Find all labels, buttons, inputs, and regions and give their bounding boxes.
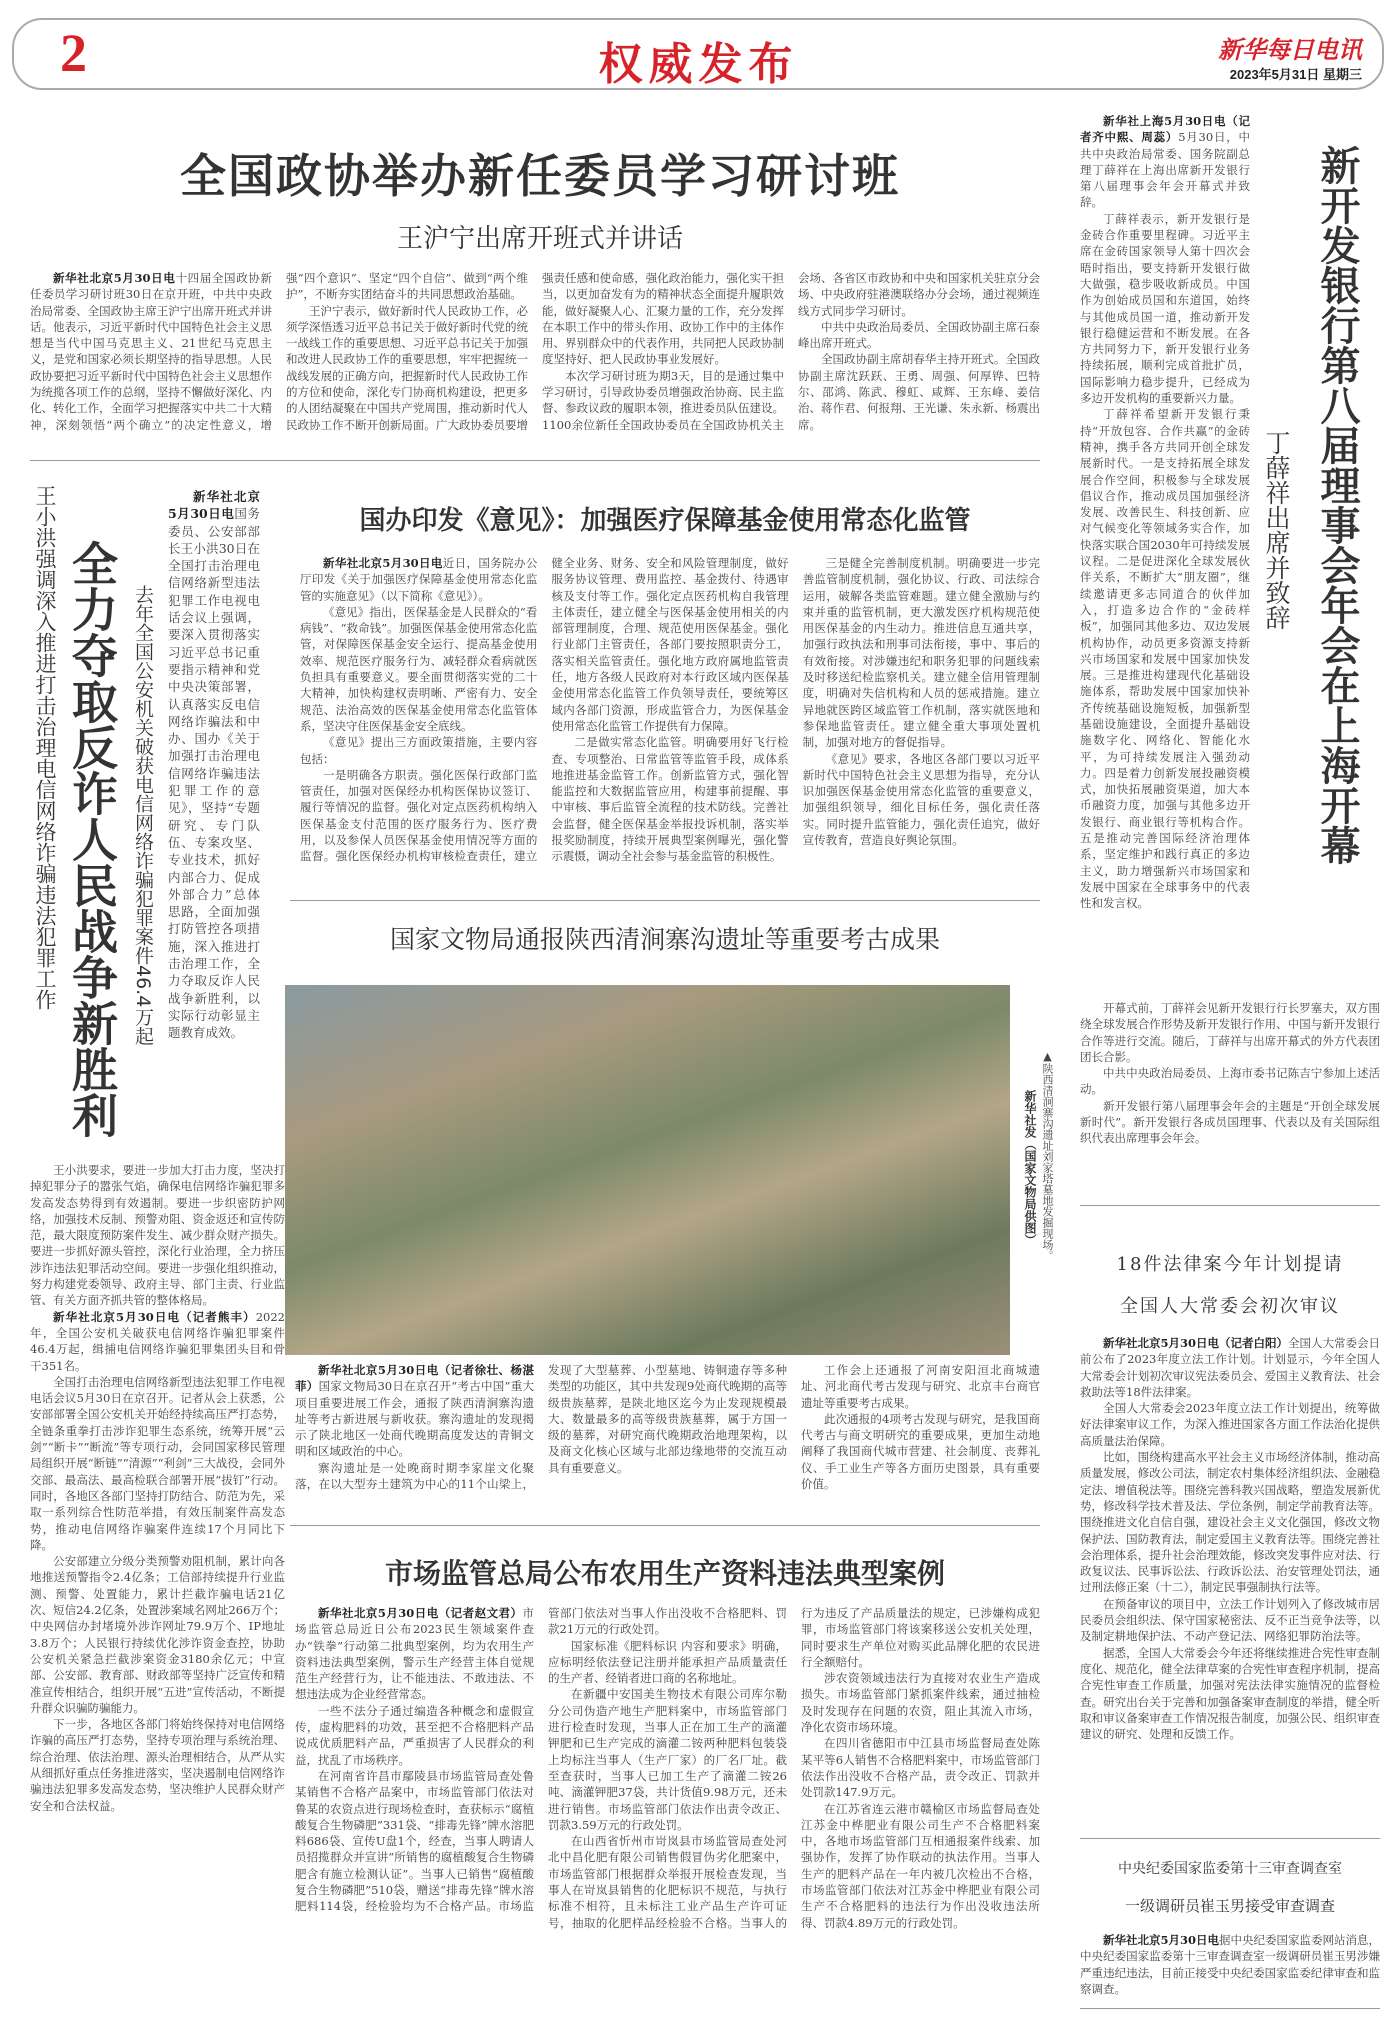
headline-archaeology: 国家文物局通报陕西清涧寨沟遗址等重要考古成果 [389, 925, 940, 954]
paragraph: 在四川省德阳市中江县市场监督局查处陈某平等6人销售不合格肥料案中，市场监管部门依法作出没收不合格产品，责令改正、罚款并处罚款147.9万元。 [801, 1736, 1040, 1800]
paragraph: 在河南省许昌市鄢陵县市场监管局查处鲁某销售不合格产品案中，市场监管部门依法对鲁某的农资点进行现场检查时，查获标示“腐植酸复合生物磷肥”331袋、“排毒先锋”牌水溶肥料686袋、宣传U盘1个，经查，当事人聘请人员招揽群众并宣讲“所销售的腐植酸复合生物磷肥含有施立检测认证”。当事人已销售“腐植酸复合生物磷肥”510袋，赠送“排毒先锋”牌水溶肥料114袋，经检验均为不合格产品。市场监管部门依法对当事人作出没收不合格肥料、罚款21万元的行政处罚。 [295, 1606, 787, 1914]
divider [1080, 1838, 1380, 1839]
paragraph: 中共中央政治局委员、全国政协副主席石泰峰出席开班式。 [798, 319, 1040, 351]
dateline: 新华社北京5月30日电（记者白阳） [1103, 1336, 1289, 1350]
article-antifraud-part2 [30, 1162, 285, 1992]
paragraph: 全国人大常委会2023年度立法工作计划提出，统筹做好法律案审议工作，为深入推进国家各方面工作法治化提供高质量法治保障。 [1080, 1401, 1380, 1448]
paragraph: 工作会上还通报了河南安阳洹北商城遗址、河北商代考古发现与研究、北京丰台商官遗址等重要考古成果。 [801, 1363, 1040, 1410]
headline-ndb: 新开发银行第八届理事会年会在上海开幕 [1314, 145, 1361, 865]
dateline: 新华社北京5月30日电（记者徐壮、杨湛菲） [295, 1363, 534, 1394]
paragraph: 十四届全国政协新任委员学习研讨班30日在京开班，中共中央政治局常委、全国政协主席王沪宁出席开班式并讲话。他表示，习近平新时代中国特色社会主义思想是当代中国马克思主义、21世纪马克思主义，是党和国家必须长期坚持的指导思想。人民政协要把习近平新时代中国特色社会主义思想作为统揽各项工作的总纲，坚持不懈做好深化、内化、转化工作，全面学习把握落实中共二十大精神，深刻领悟“两个确立”的决定性意义，增强“四个意识”、坚定“四个自信”、做到“两个维护”，不断夯实团结奋斗的共同思想政治基础。 [30, 271, 528, 432]
paragraph: 二是做实常态化监管。明确要用好飞行检查、专项整治、日常监管等监管手段，成体系地推进基金监管工作。创新监管方式，强化智能监控和大数据监管应用，构建事前提醒、事中审核、事后监管全流程的技术防线。完善社会监督，健全医保基金举报投诉机制，落实举报奖励制度，持续开展典型案例曝光，强化警示震慑，调动全社会参与基金监管的积极性。 [551, 735, 789, 864]
dateline: 新华社上海5月30日电（记者齐中熙、周蕊） [1080, 114, 1250, 145]
paragraph: 涉农资领域违法行为直接对农业生产造成损失。市场监管部门紧抓案件线索，通过抽检及时发现存在问题的农资，阻止其流入市场，净化农资市场环境。 [801, 1671, 1040, 1735]
divider [30, 460, 1040, 461]
paragraph: 下一步，各地区各部门将始终保持对电信网络诈骗的高压严打态势，坚持专项治理与系统治理、综合治理、依法治理、源头治理相结合，从严从实从细抓好重点任务推进落实，坚决遏制电信网络诈骗违法犯罪多发高发态势，坚决维护人民群众财产安全和合法权益。 [30, 1717, 285, 1813]
divider [290, 1525, 1040, 1526]
photo-credit: 新华社发（国家文物局供图） [1023, 1090, 1037, 1246]
headline-antifraud: 全力夺取反诈人民战争新胜利 [65, 540, 119, 1138]
article-cppcc [30, 270, 1040, 450]
paragraph: 本次学习研讨班为期3天，目的是通过集中学习研讨，引导政协委员增强政治协商、民主监督、参政议政的履职本领，推进委员队伍建设。1100余位新任全国政协委员在全国政协机关主会场、各省区市政协和中央和国家机关驻京分会场、中央政府驻港澳联络办分会场，通过视频连线方式同步学习研讨。 [542, 271, 1040, 432]
paragraph: 据中央纪委国家监委网站消息，中央纪委国家监委第十三审查调查室一级调研员崔玉男涉嫌严重违纪违法，目前正接受中央纪委国家监委纪律审查和监察调查。 [1080, 1933, 1380, 1996]
paragraph: 一是明确各方职责。强化医保行政部门监管责任，加强对医保经办机构医保协议签订、履行等情况的监督。强化对定点医药机构纳入医保基金支付范围的医疗服务行为、医疗费用，以及参保人员医保基金使用情况等方面的监督。强化医保经办机构审核检查责任，建立健全业务、财务、安全和风险管理制度，做好服务协议管理、费用监控、基金拨付、待遇审核及支付等工作。强化定点医药机构自我管理主体责任，建立健全与医保基金使用相关的内部管理制度，合理、规范使用医保基金。强化行业部门主管责任，各部门要按照职责分工，落实相关监管责任。强化地方政府属地监管责任，地方各级人民政府对本行政区域内医保基金使用常态化监管工作负领导责任，要统筹区域内各部门资源，形成监管合力，为医保基金使用常态化监管工作提供有力保障。 [300, 556, 789, 864]
headline-discipline-line1: 中央纪委国家监委第十三审查调查室 [1118, 1861, 1342, 1877]
headline-legislation-line2: 全国人大常委会初次审议 [1120, 1296, 1340, 1317]
paragraph: 寨沟遗址是一处晚商时期李家崖文化聚落，在以大型夯土建筑为中心的11个山梁上，发现了大型墓葬、小型墓地、铸铜遗存等多种类型的功能区，其中共发现9处商代晚期的高等级贵族墓葬，是陕北地区迄今为止发现规模最大、数量最多的高等级贵族墓葬，属于方国一级的墓葬，对研究商代晚期政治地理架构，以及商文化核心区域与北部边缘地带的交流互动具有重要意义。 [295, 1363, 787, 1492]
headline-market-regulation: 市场监管总局公布农用生产资料违法典型案例 [384, 1557, 945, 1590]
subheadline-cppcc: 王沪宁出席开班式并讲话 [396, 224, 683, 254]
article-medical-insurance [300, 555, 1040, 885]
dateline: 新华社北京5月30日电（记者赵文君） [318, 1606, 523, 1620]
headline-legislation-line1: 18件法律案今年计划提请 [1116, 1254, 1344, 1275]
section-title: 权威发布 [598, 39, 799, 90]
kicker-antifraud: 王小洪强调深入推进打击治理电信网络诈骗违法犯罪工作 [33, 485, 57, 1010]
dateline: 新华社北京5月30日电 [168, 489, 260, 522]
paragraph: 三是健全完善制度机制。明确要进一步完善监管制度机制，强化协议、行政、司法综合运用，破解各类监管难题。建立健全激励与约束并重的监管机制，更大激发医疗机构规范使用医保基金的内生动力。推进信息互通共享，加强行政执法和刑事司法衔接，事中、事后的有效衔接。对涉嫌违纪和职务犯罪的问题线索及时移送纪检监察机关。建立健全信用管理制度，明确对失信机构和人员的惩戒措施。建立异地就医跨区域监管工作机制，落实就医地和参保地监管责任。建立健全重大事项处置机制，加强对地方的督促指导。 [802, 556, 1040, 750]
paragraph: 一些不法分子通过编造各种概念和虚假宣传，虚构肥料的功效，甚至把不合格肥料产品说成优质肥料产品，严重损害了人民群众的利益，扰乱了市场秩序。 [295, 1703, 534, 1767]
article-market-regulation [295, 1605, 1040, 1995]
paragraph: 全国政协副主席胡春华主持开班式。全国政协副主席沈跃跃、王勇、周强、何厚铧、巴特尔、邵鸿、陈武、穆虹、咸辉、王东峰、姜信治、蒋作君、何报翔、王光谦、朱永新、杨震出席。 [798, 352, 1040, 432]
paragraph: 开幕式前，丁薛祥会见新开发银行行长罗塞夫，双方围绕全球发展合作形势及新开发银行作用、中国与新开发银行合作等进行交流。随后，丁薛祥与出席开幕式的外方代表团团长合影。 [1080, 1001, 1380, 1064]
article-antifraud-part1 [168, 488, 260, 1160]
divider [1080, 2008, 1380, 2009]
paragraph: 据悉，全国人大常委会今年还将继续推进合宪性审查制度化、规范化，健全法律草案的合宪性审查程序机制，提高合宪性审查工作质量，加强对宪法法律实施情况的监督检查。研究出台关于完善和加强备案审查制度的举措，健全听取和审议备案审查工作情况报告制度，加强公民、组织审查建议的研究、处理和反馈工作。 [1080, 1645, 1380, 1742]
dateline: 新华社北京5月30日电 [53, 271, 176, 285]
paragraph: 全国人大常委会日前公布了2023年度立法工作计划。计划显示，今年全国人大常委会计划初次审议宪法委员会、爱国主义教育法、社会救助法等18件法律案。 [1080, 1336, 1380, 1399]
paragraph: 《意见》提出三方面政策措施，主要内容包括： [300, 735, 538, 766]
article-legislation [1080, 1335, 1380, 1825]
paragraph: 全国打击治理电信网络新型违法犯罪工作电视电话会议5月30日在京召开。记者从会上获悉，公安部部署全国公安机关开始经持续高压严打态势，全链条重拳打击涉诈犯罪生态系统，统筹开展“云剑”“断卡”“断流”等专项行动，会同国家移民管理局组织开展“断链”“清源”“利剑”三大战役，会同外交部、最高法、最高检联合部署开展“拔钉”行动。同时，各地区各部门坚持打防结合、防范为先，采取一系列综合性防范举措，有效压制案件高发态势，推动电信网络诈骗案件连续17个月同比下降。 [30, 1374, 285, 1552]
article-ndb-part1 [1080, 113, 1250, 993]
paragraph: 国家标准《肥料标识 内容和要求》明确，应标明经依法登记注册并能承担产品质量责任的生产者、经销者进口商的名称地址。 [548, 1638, 787, 1686]
paragraph: 《意见》指出，医保基金是人民群众的“看病钱”、“救命钱”。加强医保基金使用常态化监管，对保障医保基金安全运行、提高基金使用效率、规范医疗服务行为、减轻群众看病就医负担具有重要意义。要全面贯彻落实党的二十大精神，加快构建权责明晰、严密有力、安全规范、法治高效的医保基金使用常态化监管体系，坚决守住医保基金安全底线。 [300, 604, 538, 733]
page-number: 2 [60, 23, 87, 83]
paragraph: 《意见》要求，各地区各部门要以习近平新时代中国特色社会主义思想为指导，充分认识加强医保基金使用常态化监管的重要意义，加强组织领导，细化目标任务，强化责任落实。同时提升监管能力，强化责任追究，做好宣传教育，营造良好舆论氛围。 [802, 751, 1040, 848]
paragraph: 2022年，全国公安机关破获电信网络诈骗犯罪案件46.4万起，缉捕电信网络诈骗犯罪集团头目和骨干351名。 [30, 1309, 285, 1373]
paragraph: 在新疆中安国美生物技术有限公司库尔勒分公司伪造产地生产肥料案中，市场监管部门进行检查时发现，当事人正在加工生产的滴灌钾肥和已生产完成的滴灌二铵两种肥料包装袋上均标注当事人（生产厂家）的厂名厂址。截至查获时，当事人已加工生产了滴灌二铵26吨、滴灌钾肥37袋，共计货值9.98万元，还未进行销售。市场监管部门依法作出责令改正、罚款3.59万元的行政处罚。 [548, 1687, 787, 1832]
archaeology-site-photo [285, 985, 1010, 1355]
paragraph: 国家文物局30日在京召开“考古中国”重大项目重要进展工作会，通报了陕西清涧寨沟遗址等考古新进展与新收获。寨沟遗址的发现揭示了陕北地区一处商代晚期高度发达的青铜文明和区域政治的中心。 [295, 1379, 535, 1459]
paragraph: 丁薛祥表示，新开发银行是金砖合作重要里程碑。习近平主席在金砖国家领导人第十四次会晤时指出，要支持新开发银行做大做强，稳步吸收新成员。中国作为创始成员国和东道国，始终与其他成员国一道，推动新开发银行稳健运营和不断发展。在各方共同努力下，新开发银行业务持续拓展，顺利完成首批扩员，国际影响力稳步提升，已经成为多边开发机构的重要新兴力量。 [1080, 211, 1250, 406]
paragraph: 此次通报的4项考古发现与研究，是我国商代考古与商文明研究的重要成果，更加生动地阐释了我国商代城市营建、社会制度、丧葬礼仪、手工业生产等各方面历史图景，具有重要价值。 [801, 1411, 1040, 1492]
paragraph: 王小洪要求，要进一步加大打击力度，坚决打掉犯罪分子的嚣张气焰，确保电信网络诈骗犯罪多发高发态势得到有效遏制。要进一步织密防护网络，加强技术反制、预警劝阻、资金返还和宣传防范，最大限度预防案件发生、减少群众财产损失。要进一步抓好源头管控，深化行业治理，全力挤压涉诈违法犯罪活动空间。要进一步强化组织推动，努力构建党委领导、政府主导、部门主责、行业监管、有关方面齐抓共管的整体格局。 [30, 1163, 285, 1308]
paragraph: 公安部建立分级分类预警劝阻机制，累计向各地推送预警指令2.4亿条；工信部持续提升行业监测、预警、处置能力，累计拦截诈骗电话21亿次、短信24.2亿条，处置涉案域名网址266万个；中央网信办封堵境外涉诈网址79.9万个、IP地址3.8万个；人民银行持续优化涉诈资金查控，协助公安机关紧急拦截涉案资金3180余亿元；中宣部、公安部、教育部、财政部等坚持广泛宣传和精准宣传相结合，组织开展“五进”宣传活动，不断提升群众识骗防骗能力。 [30, 1554, 285, 1715]
dateline: 新华社北京5月30日电（记者熊丰） [53, 1309, 256, 1324]
paragraph: 王沪宁表示，做好新时代人民政协工作，必须学深悟透习近平总书记关于做好新时代党的统一战线工作的重要思想、习近平总书记关于加强和改进人民政协工作的重要思想，牢牢把握统一战线发展的正确方向，把握新时代人民政协工作的方位和使命，深化专门协商机构建设，把更多的人团结凝聚在中国共产党周围，推动新时代人民政协工作不断开创新局面。广大政协委员要增强责任感和使命感，强化政治能力，强化实干担当，以更加奋发有为的精神状态全面提升履职效能，做好凝聚人心、汇聚力量的工作，充分发挥在本职工作中的带头作用、政协工作中的主体作用、界别群众中的代表作用，共同把人民政协制度坚持好、把人民政协事业发展好。 [286, 271, 784, 432]
photo-caption: ▲陕西清涧寨沟遗址刘家塔墓地发掘现场。 [1041, 1050, 1054, 1261]
paragraph: 近日，国务院办公厅印发《关于加强医疗保障基金使用常态化监管的实施意见》（以下简称《意见》）。 [300, 556, 538, 603]
paragraph: 在江苏省连云港市赣榆区市场监督局查处江苏金中桦肥业有限公司生产不合格肥料案中，各地市场监管部门互相通报案件线索、加强协作，发挥了协作联动的执法作用。当事人生产的肥料产品在一年内被几次检出不合格，市场监管部门依法对江苏金中桦肥业有限公司生产不合格肥料的违法行为作出没收违法所得、罚款4.89万元的行政处罚。 [801, 1801, 1040, 1930]
article-discipline [1080, 1932, 1380, 2002]
paragraph: 丁薛祥希望新开发银行秉持“开放包容、合作共赢”的金砖精神，携手各方共同开创全球发展新时代。一是支持拓展全球发展合作空间，积极参与全球发展倡议合作，推动成员国加强经济发展、改善民生、科技创新、应对气候变化等领域务实合作，加快落实联合国2030年可持续发展议程。二是促进深化全球发展伙伴关系，不断扩大“朋友圈”，继续邀请更多志同道合的伙伴加入，打造多边合作的“金砖样板”，加强同其他多边、双边发展机构协作，动员更多资源支持新兴市场国家和发展中国家加快发展。三是推进构建现代化基础设施体系，帮助发展中国家加快补齐传统基础设施短板，加强新型基础设施建设，全面提升基础设施数字化、网络化、智能化水平，为可持续发展注入强劲动力。四是着力创新发展投融资模式，加快拓展融资渠道，加大本币融资力度，加强与其他多边开发银行、商业银行等机构合作。五是推动完善国际经济治理体系，坚定维护和践行真正的多边主义，助力增强新兴市场国家和发展中国家在全球事务中的代表性和发言权。 [1080, 407, 1250, 911]
paragraph: 比如，围绕构建高水平社会主义市场经济体制，推动高质量发展，修改公司法，制定农村集体经济组织法、金融稳定法、增值税法等。围绕完善科教兴国战略，塑造发展新优势，修改科学技术普及法、学位条例，制定学前教育法等。围绕推进文化自信自强，建设社会主义文化强国，修改文物保护法、国防教育法，制定爱国主义教育法等。围绕完善社会治理体系，提升社会治理效能，修改突发事件应对法、行政复议法、民事诉讼法、行政诉讼法、治安管理处罚法，通过刑法修正案（十二），制定民事强制执行法等。 [1080, 1450, 1380, 1595]
article-archaeology [295, 1362, 1040, 1512]
headline-cppcc: 全国政协举办新任委员学习研讨班 [180, 149, 900, 203]
newspaper-logo: 新华每日电讯 [1218, 35, 1362, 64]
paragraph: 国务委员、公安部部长王小洪30日在全国打击治理电信网络新型违法犯罪工作电视电话会议上强调，要深入贯彻落实习近平总书记重要指示精神和党中央决策部署，认真落实反电信网络诈骗法和中办、国办《关于加强打击治理电信网络诈骗违法犯罪工作的意见》，坚持“专题研究、专门队伍、专案攻坚、专业技术，抓好内部合力、促成外部合力”总体思路，全面加强打防管控各项措施，深入推进打击治理工作，全力夺取反诈人民战争新胜利，以实际行动彰显主题教育成效。 [168, 506, 260, 1041]
headline-discipline-line2: 一级调研员崔玉男接受审查调查 [1124, 1897, 1335, 1915]
dateline: 新华社北京5月30日电 [323, 556, 443, 570]
article-ndb-part2 [1080, 1000, 1380, 1190]
paragraph: 市场监管总局近日公布2023民生领域案件查办“铁拳”行动第二批典型案例，均为农用生产资料违法典型案例，警示生产经营主体自觉规范生产经营行为，让不能违法、不敢违法、不想违法成为企业经营常态。 [295, 1606, 534, 1702]
paragraph: 在预备审议的项目中，立法工作计划列入了修改城市居民委员会组织法、保守国家秘密法、反不正当竞争法等，以及制定耕地保护法、不动产登记法、网络犯罪防治法等。 [1080, 1596, 1380, 1644]
divider [290, 900, 1040, 901]
issue-date: 2023年5月31日 星期三 [1229, 67, 1362, 82]
dateline: 新华社北京5月30日电 [1103, 1933, 1220, 1947]
paragraph: 5月30日，中共中央政治局常委、国务院副总理丁薛祥在上海出席新开发银行第八届理事会年会开幕式并致辞。 [1080, 130, 1250, 210]
paragraph: 新开发银行第八届理事会年会的主题是“开创全球发展新时代”。新开发银行各成员国理事、代表以及有关国际组织代表出席理事会年会。 [1080, 1098, 1380, 1146]
paragraph: 中共中央政治局委员、上海市委书记陈吉宁参加上述活动。 [1080, 1066, 1380, 1097]
paragraph: 在山西省忻州市岢岚县市场监管局查处河北中昌化肥有限公司销售假冒伪劣化肥案中，市场监管部门根据群众举报开展检查发现，当事人在岢岚县销售的化肥标识不规范，与执行标准不相符，且未标注工业产品生产许可证号，抽取的化肥样品经检验不合格。当事人的行为违反了产品质量法的规定，已涉嫌构成犯罪，市场监管部门将该案移送公安机关处理，同时要求生产单位对购买此品牌化肥的农民进行全额赔付。 [548, 1606, 1040, 1930]
divider [1080, 1205, 1380, 1206]
subheadline-ndb: 丁薛祥出席并致辞 [1262, 430, 1291, 630]
headline-medical-insurance: 国办印发《意见》：加强医疗保障基金使用常态化监管 [359, 506, 971, 536]
subheadline-antifraud: 去年全国公安机关破获电信网络诈骗犯罪案件46.4万起 [132, 585, 154, 1046]
